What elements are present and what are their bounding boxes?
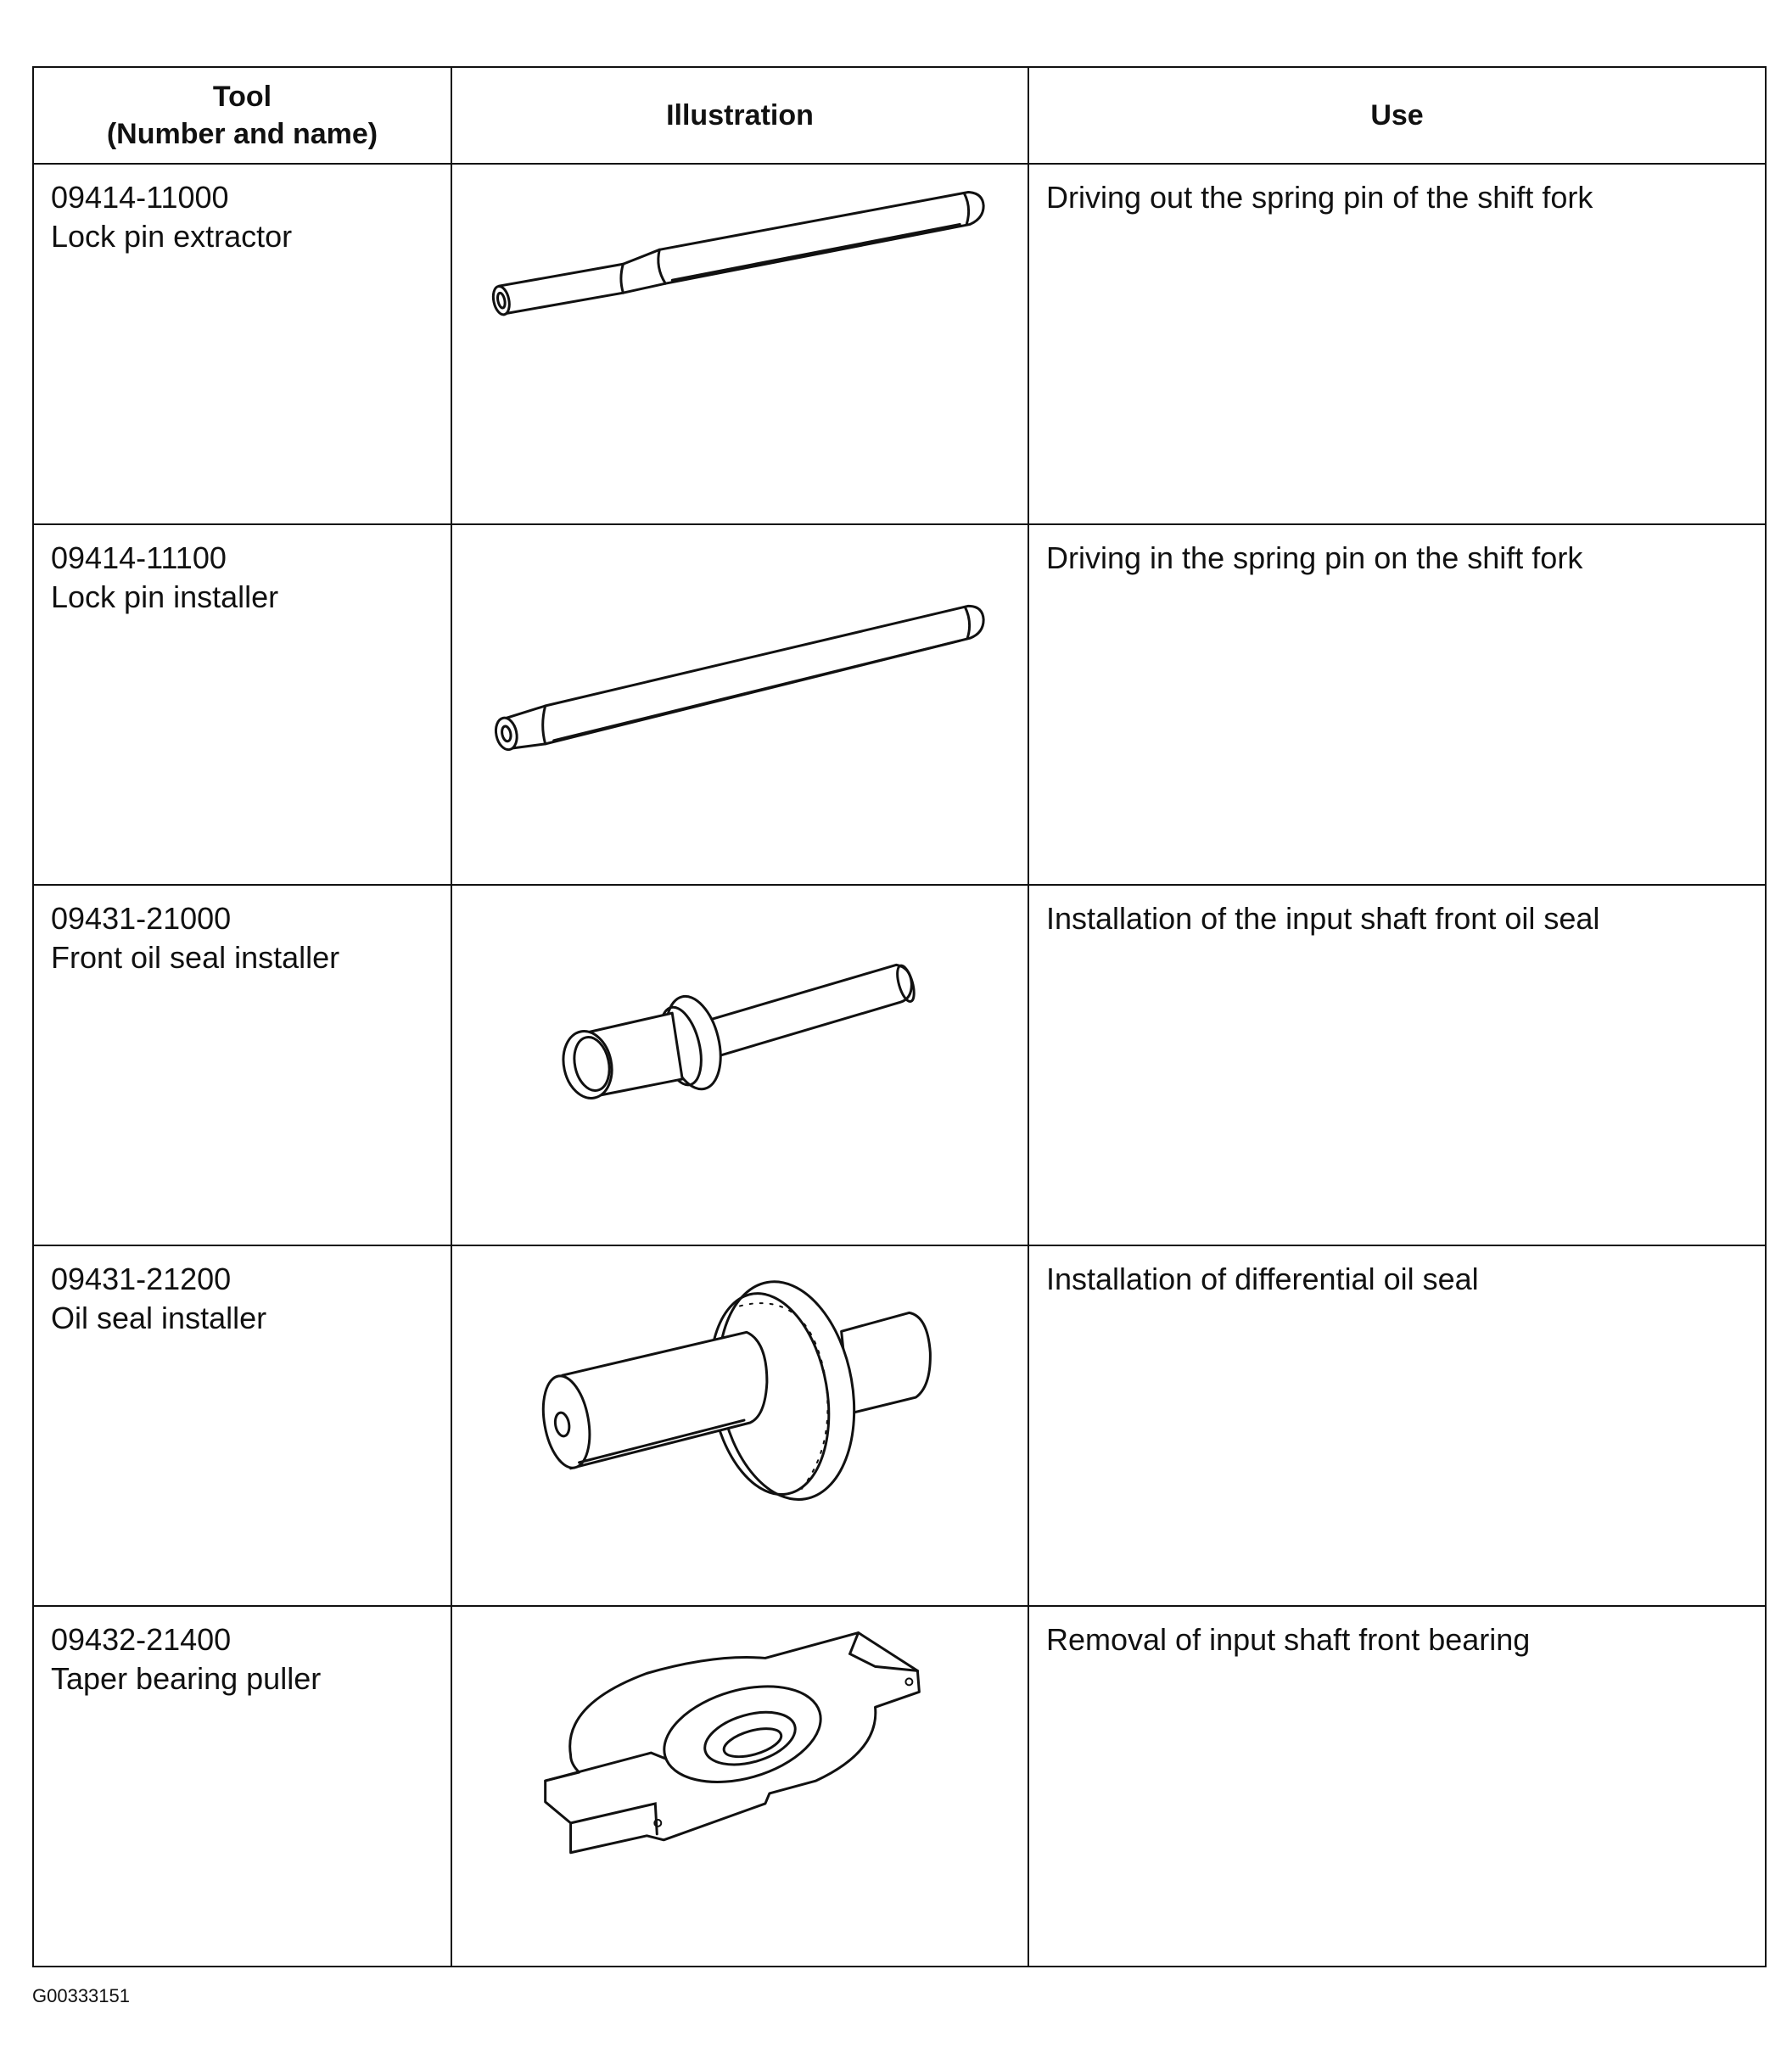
tool-number: 09431-21000 [51,901,232,936]
tool-name: Oil seal installer [51,1301,267,1335]
tool-name: Lock pin extractor [51,219,293,254]
table-header-row [33,67,1766,164]
illustration-cell [451,164,1028,524]
tool-name: Taper bearing puller [51,1661,322,1696]
illustration-cell [451,1606,1028,1967]
use-cell [1028,524,1766,885]
header-use: Use [1028,67,1766,164]
tool-use: Installation of differential oil seal [1046,1262,1479,1296]
header-tool-line2: (Number and name) [106,118,378,150]
tool-name: Front oil seal installer [51,940,340,975]
use-cell [1028,1245,1766,1606]
tool-name: Lock pin installer [51,579,279,614]
tool-cell [33,885,451,1245]
table-row [33,1606,1766,1967]
tool-cell [33,1245,451,1606]
special-tools-table [32,66,1767,1967]
illustration-cell [451,1245,1028,1606]
table-row [33,885,1766,1245]
lock-pin-extractor-icon [452,165,1028,523]
tool-use: Installation of the input shaft front oil seal [1046,901,1600,936]
tool-cell [33,524,451,885]
header-illustration: Illustration [451,67,1028,164]
use-cell [1028,885,1766,1245]
lock-pin-installer-icon [452,525,1028,884]
table-row [33,524,1766,885]
illustration-cell [451,524,1028,885]
use-cell [1028,164,1766,524]
tool-number: 09414-11000 [51,180,229,215]
header-tool [33,67,451,164]
tool-number: 09431-21200 [51,1262,232,1296]
table-row [33,164,1766,524]
tool-use: Driving in the spring pin on the shift fork [1046,540,1583,575]
tool-cell [33,164,451,524]
taper-bearing-puller-icon [452,1607,1028,1966]
figure-id: G00333151 [32,1985,130,2006]
oil-seal-installer-icon [452,1246,1028,1605]
tool-number: 09414-11100 [51,540,227,575]
illustration-cell [451,885,1028,1245]
tool-cell [33,1606,451,1967]
front-oil-seal-installer-icon [452,886,1028,1245]
tool-use: Driving out the spring pin of the shift fork [1046,180,1593,215]
use-cell [1028,1606,1766,1967]
tool-number: 09432-21400 [51,1622,232,1657]
header-tool-line1: Tool [212,81,272,113]
tool-use: Removal of input shaft front bearing [1046,1622,1531,1657]
table-row [33,1245,1766,1606]
